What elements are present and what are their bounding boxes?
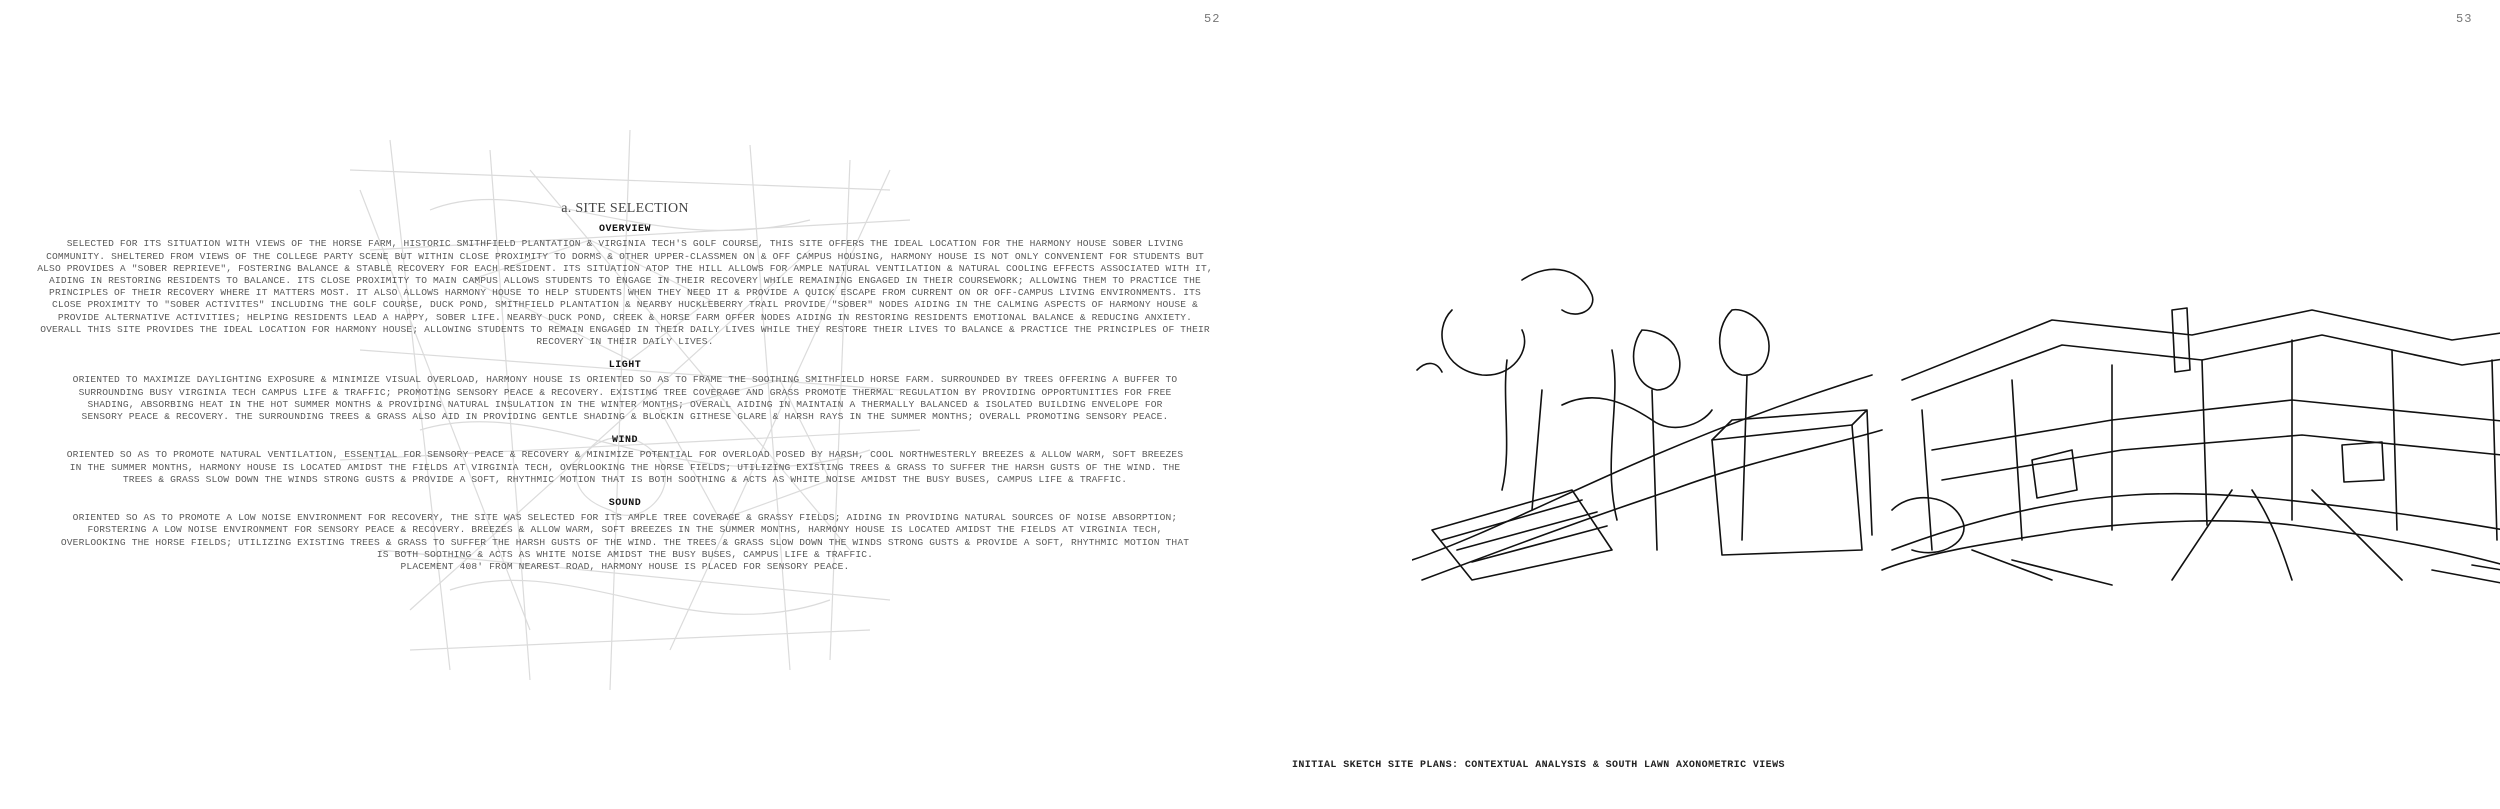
light-heading: LIGHT [608,360,642,372]
contextual-analysis-sketch [1412,269,1882,580]
placement-note: PLACEMENT 408' FROM NEAREST ROAD, HARMONY HOUSE IS PLACED FOR SENSORY PEACE. [400,561,850,573]
right-page [1250,0,2500,809]
overview-paragraph: SELECTED FOR ITS SITUATION WITH VIEWS OF THE HORSE FARM, HISTORIC SMITHFIELD PLANTATION & VIRGINIA TECH'S GOLF COURSE, THIS SITE OFFERS THE IDEAL LOCATION FOR THE HARMONY HOUSE SOBER LIVING COMMUNITY. SHELTERED FROM VIEWS OF THE COLLEGE PARTY SCENE BUT WITHIN CLOSE PROXIMITY TO DORMS & OTHER UPPER-CLASSMEN ON & OFF CAMPUS HOUSING, HARMONY HOUSE IS NOT ONLY CONVENIENT FOR STUDENTS BUT ALSO PROVIDES A "SOBER REPRIEVE", FOSTERING BALANCE & STABLE RECOVERY FOR EACH RESIDENT. ITS SITUATION ATOP THE HILL ALLOWS FOR AMPLE NATURAL VENTILATION & NATURAL COOLING EFFECTS ASSOCIATED WITH IT, AIDING IN RESTORING RESIDENTS TO BALANCE. ITS CLOSE PROXIMITY TO MAIN CAMPUS ALLOWS STUDENTS TO ENGAGE IN THEIR RECOVERY WHILE REMAINING ENGAGED IN THEIR COURSEWORK; ALLOWING THEM TO PRACTICE THE PRINCIPLES OF THEIR RECOVERY WHERE IT MATTERS MOST. IT ALSO ALLOWS HARMONY HOUSE TO HELP STUDENTS WHEN THEY NEED IT & PROVIDE A QUICK ESCAPE FROM CURRENT ON OR OFF-CAMPUS LIVING ENVIRONMENTS. ITS CLOSE PROXIMITY TO "SOBER ACTIVITES" INCLUDING THE GOLF COURSE, DUCK POND, SMITHFIELD PLANTATION & NEARBY HUCKLEBERRY TRAIL PROVIDE "SOBER" NODES AIDING IN THE CALMING ASPECTS OF HARMONY HOUSE & PROVIDE ALTERNATIVE ACTIVITIES; HELPING RESIDENTS LEAD A HAPPY, SOBER LIFE. NEARBY DUCK POND, CREEK & HORSE FARM OFFER NODES AIDING IN RESTORING RESIDENTS EMOTIONAL BALANCE & REDUCING ANXIETY. OVERALL THIS SITE PROVIDES THE IDEAL LOCATION FOR HARMONY HOUSE; ALLOWING STUDENTS TO REMAIN ENGAGED IN THEIR DAILY LIVES WHILE THEY RESTORE THEIR LIVES TO BALANCE & PRACTICE THE PRINCIPLES OF THEIR RECOVERY IN THEIR DAILY LIVES. [37,238,1213,348]
figure-caption: INITIAL SKETCH SITE PLANS: CONTEXTUAL ANALYSIS & SOUTH LAWN AXONOMETRIC VIEWS [1292,760,1785,771]
section-title: a. SITE SELECTION [561,201,689,216]
sound-paragraph: ORIENTED SO AS TO PROMOTE A LOW NOISE ENVIRONMENT FOR RECOVERY, THE SITE WAS SELECTED FOR ITS AMPLE TREE COVERAGE & GRASSY FIELDS; AIDING IN PROVIDING NATURAL SOURCES OF NOISE ABSORPTION; FORSTERING A LOW NOISE ENVIRONMENT FOR SENSORY PEACE & RECOVERY. BREEZES & ALLOW WARM, SOFT BREEZES IN THE SUMMER MONTHS, HARMONY HOUSE IS LOCATED AMIDST THE FIELDS AT VIRGINIA TECH, OVERLOOKING THE HORSE FIELDS; UTILIZING EXISTING TREES & GRASS TO SUFFER THE HARSH GUSTS OF THE WIND. THE TREES & GRASS SLOW DOWN THE WINDS STRONG GUSTS & PROVIDE A SOFT, RHYTHMIC MOTION THAT IS BOTH SOOTHING & ACTS AS WHITE NOISE AMIDST THE BUSY BUSES, CAMPUS LIFE & TRAFFIC. [60,512,1190,560]
light-paragraph: ORIENTED TO MAXIMIZE DAYLIGHTING EXPOSURE & MINIMIZE VISUAL OVERLOAD, HARMONY HOUSE IS ORIENTED SO AS TO FRAME THE SOOTHING SMITHFIELD HORSE FARM. SURROUNDED BY TREES OFFERING A BUFFER TO SURROUNDING BUSY VIRGINIA TECH CAMPUS LIFE & TRAFFIC; PROMOTING SENSORY PEACE & RECOVERY. EXISTING TREE COVERAGE AND GRASS PROMOTE THERMAL REGULATION BY PROVIDING OPPORTUNITIES FOR FREE SHADING, ABSORBING HEAT IN THE HOT SUMMER MONTHS & PROVIDING NATURAL INSULATION IN THE WINTER MONTHS; OVERALL AIDING IN MAINTAIN A THERMALLY BALANCED & ISOLATED BUILDING ENVELOPE FOR SENSORY PEACE & RECOVERY. THE SURROUNDING TREES & GRASS ALSO AID IN PROVIDING GENTLE SHADING & BLOCKIN GITHESE GLARE & HARSH RAYS IN THE SUMMER MONTHS; OVERALL PROMOTING SENSORY PEACE. [72,374,1178,423]
page-number-left: 52 [1204,12,1221,26]
wind-heading: WIND [611,435,638,447]
site-selection-text [30,203,1220,573]
page-number-right: 53 [2456,12,2473,26]
sound-heading: SOUND [608,498,642,510]
site-plan-sketch [1412,250,2500,590]
south-lawn-axonometric-sketch [1882,308,2500,585]
wind-paragraph: ORIENTED SO AS TO PROMOTE NATURAL VENTILATION, ESSENTIAL FOR SENSORY PEACE & RECOVERY & MINIMIZE POTENTIAL FOR OVERLOAD POSED BY HARSH, COOL NORTHWESTERLY BREEZES & ALLOW WARM, SOFT BREEZES IN THE SUMMER MONTHS, HARMONY HOUSE IS LOCATED AMIDST THE FIELDS AT VIRGINIA TECH, OVERLOOKING THE HORSE FIELDS; UTILIZING EXISTING TREES & GRASS TO SUFFER THE HARSH GUSTS OF THE WIND. THE TREES & GRASS SLOW DOWN THE WINDS STRONG GUSTS & PROVIDE A SOFT, RHYTHMIC MOTION THAT IS BOTH SOOTHING & ACTS AS WHITE NOISE AMIDST THE BUSY BUSES, CAMPUS LIFE & TRAFFIC. [66,449,1184,485]
overview-heading: OVERVIEW [598,224,651,236]
